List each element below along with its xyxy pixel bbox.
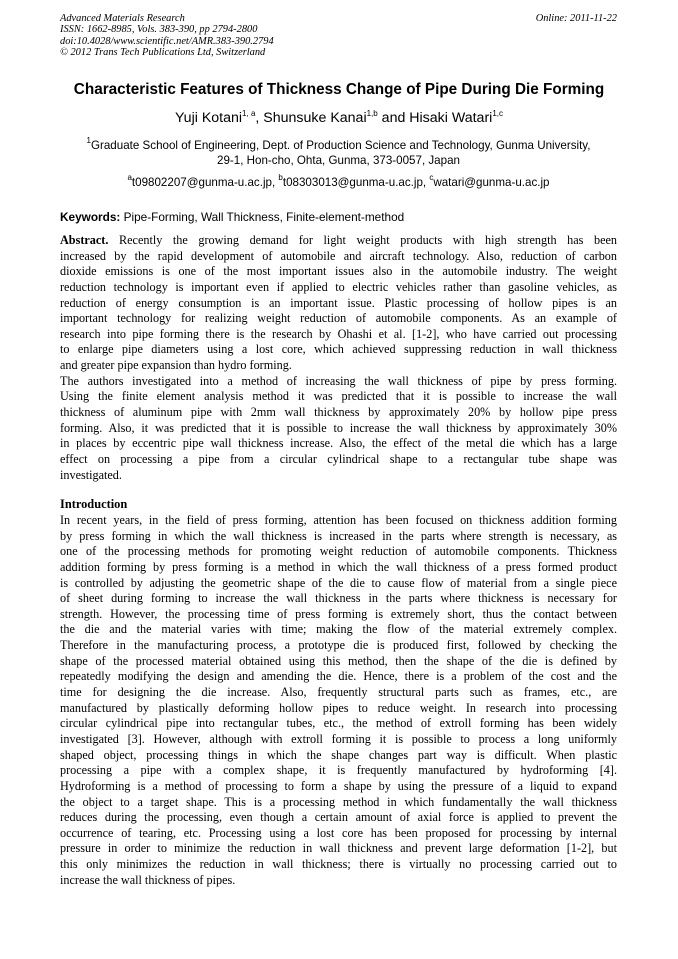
online-date: Online: 2011-11-22 bbox=[535, 13, 617, 24]
author-name: and Hisaki Watari bbox=[377, 110, 493, 126]
abstract-line: to enlarge pipe diameters using a lost core, which achieved suppressing reduction in wall thickness bbox=[60, 342, 617, 357]
intro-line: strength. However, the processing time of press forming is extremely short, thus the contact between bbox=[60, 606, 617, 621]
abstract-text: Recently the growing demand for light weight products with high strength has been bbox=[108, 233, 617, 247]
keywords-label: Keywords: bbox=[60, 210, 121, 224]
issn-line: ISSN: 1662-8985, Vols. 383-390, pp 2794-2800 bbox=[60, 24, 258, 36]
intro-line: repeatedly modifying the design and amending the die. Hence, there is a problem of the cost and the bbox=[60, 669, 617, 684]
abstract-line: and greater pipe expansion than hydro forming. bbox=[60, 358, 292, 373]
author-superscript: 1,c bbox=[492, 109, 503, 118]
paper-title: Characteristic Features of Thickness Change of Pipe During Die Forming bbox=[73, 81, 605, 98]
section-heading: Introduction bbox=[60, 497, 128, 511]
affiliation-line: Graduate School of Engineering, Dept. of Production Science and Technology, Gunma University, bbox=[90, 139, 591, 152]
intro-line: investigated [3]. However, although with extroll forming it is possible to process a long uniformly bbox=[60, 731, 617, 746]
email-link[interactable]: t09802207@gunma-u.ac.jp, bbox=[131, 176, 279, 189]
email-superscript: b bbox=[278, 173, 283, 182]
author-list bbox=[40, 110, 638, 126]
abstract-line: increased by the rapid development of automobile and aircraft technology. Also, reduction of carbon bbox=[60, 248, 617, 263]
intro-line: time for designing the die increase. Also, frequently structural parts such as frames, etc., are bbox=[60, 685, 617, 700]
affiliation bbox=[60, 138, 617, 169]
abstract bbox=[60, 233, 617, 483]
email-link[interactable]: t08303013@gunma-u.ac.jp, bbox=[282, 176, 430, 189]
abstract-line: Using the finite element analysis method it was predicted that it is possible to increase the wall bbox=[60, 389, 617, 404]
intro-line: shape of the processed material obtained using this method, then the shape of the die is defined by bbox=[60, 653, 617, 668]
abstract-line: dioxide emissions is one of the most important issues also in the automobile industry. The weight bbox=[60, 264, 617, 279]
intro-line: Therefore in the manufacturing process, a prototype die is produced first, followed by checking the bbox=[60, 638, 617, 653]
author-superscript: 1,b bbox=[366, 109, 378, 118]
email-superscript: c bbox=[429, 173, 434, 182]
intro-line: increase the wall thickness of pipes. bbox=[60, 872, 236, 887]
affiliation-superscript: 1 bbox=[86, 136, 91, 145]
abstract-line bbox=[60, 233, 617, 249]
intro-line: the object to a target shape. This is a processing method in which fundamentally the wall thickness bbox=[60, 794, 617, 809]
abstract-line: The authors investigated into a method of increasing the wall thickness of pipe by press forming. bbox=[60, 373, 617, 388]
doi-line: doi:10.4028/www.scientific.net/AMR.383-390.2794 bbox=[60, 35, 274, 47]
author-name: Yuji Kotani bbox=[175, 110, 243, 126]
author-emails bbox=[60, 173, 617, 190]
intro-line: of sheet during forming to increase the wall thickness in the parts where thickness is necessary for bbox=[60, 591, 617, 606]
journal-name: Advanced Materials Research bbox=[60, 13, 185, 24]
copyright-line: © 2012 Trans Tech Publications Ltd, Switzerland bbox=[60, 47, 266, 59]
intro-line: Hydroforming is a method of processing to form a shape by using the pressure of a liquid to expand bbox=[60, 778, 617, 793]
abstract-label: Abstract. bbox=[60, 233, 109, 247]
intro-line: manufactured by plastically deforming hollow pipes to reduce weight. In research into processing bbox=[60, 700, 617, 715]
abstract-line: reduction technology is important even if applied to electric vehicles rather than gasoline vehicles, as bbox=[60, 279, 617, 294]
abstract-line: in places by eccentric pipe wall thickness increase. Also, the effect of the metal die which has a large bbox=[60, 436, 617, 451]
abstract-line: research into pipe forming there is the research by Ohashi et al. [1-2], who have carried out processing bbox=[60, 326, 617, 341]
abstract-line: important technology for realizing weight reduction of automobile components. As an example of bbox=[60, 311, 617, 326]
affiliation-line: 29-1, Hon-cho, Ohta, Gunma, 373-0057, Japan bbox=[217, 154, 460, 168]
intro-line: shaped object, processing things in which the shape changes part way is difficult. When plastic bbox=[60, 747, 617, 762]
author-name: , Shunsuke Kanai bbox=[255, 110, 367, 126]
intro-line: the die and the material varies with time; making the flow of the material extremely complex. bbox=[60, 622, 617, 637]
abstract-line: investigated. bbox=[60, 467, 122, 482]
intro-line: pressure in order to minimize the reduction in wall thickness and prevent large deformation [1-2], but bbox=[60, 841, 617, 856]
abstract-line: reduction of energy consumption is an important issue. Plastic processing of hollow pipes is an bbox=[60, 295, 617, 310]
email-superscript: a bbox=[127, 173, 132, 182]
keywords-text: Pipe-Forming, Wall Thickness, Finite-element-method bbox=[120, 210, 405, 224]
intro-line: by press forming in which the wall thickness is increased in the parts where strength is necessary, as bbox=[60, 528, 617, 543]
intro-line: one of the processing methods for promoting weight reduction of automobile components. Thickness bbox=[60, 544, 617, 559]
intro-line: occurrence of tearing, etc. Processing using a lost core has been proposed for processing by internal bbox=[60, 825, 617, 840]
intro-line: processing a pipe with a complex shape, it is frequently manufactured by hydroforming [4]. bbox=[60, 763, 617, 778]
abstract-line: forming. Also, it was predicted that it is possible to increase the wall thickness by approximately 30% bbox=[60, 420, 617, 435]
journal-header bbox=[60, 13, 617, 59]
keywords bbox=[60, 210, 617, 224]
abstract-line: thickness of aluminum pipe with 2mm wall thickness by approximately 20% by hollow pipe press bbox=[60, 405, 617, 420]
intro-line: circular cylindrical pipe into rectangular tubes, etc., the method of extroll forming has been widely bbox=[60, 716, 617, 731]
author-superscript: 1, a bbox=[242, 109, 256, 118]
email-link[interactable]: watari@gunma-u.ac.jp bbox=[433, 176, 550, 189]
intro-line: In recent years, in the field of press forming, attention has been focused on thickness addition forming bbox=[60, 513, 617, 527]
introduction-body bbox=[60, 513, 617, 888]
intro-line: is controlled by adjusting the geometric shape of the die to cause flow of material from a single piece bbox=[60, 575, 617, 590]
intro-line: reduces during the processing, even though a certain amount of axial force is applied to prevent the bbox=[60, 810, 617, 825]
intro-line: addition forming by press forming is a method in which the wall thickness of a press formed product bbox=[60, 559, 617, 574]
abstract-line: effect on processing a pipe from a circular cylindrical shape to a rectangular tube shape was bbox=[60, 451, 617, 466]
intro-line: this only minimizes the reduction in wall thickness; there is virtually no processing carried out to bbox=[60, 857, 617, 872]
